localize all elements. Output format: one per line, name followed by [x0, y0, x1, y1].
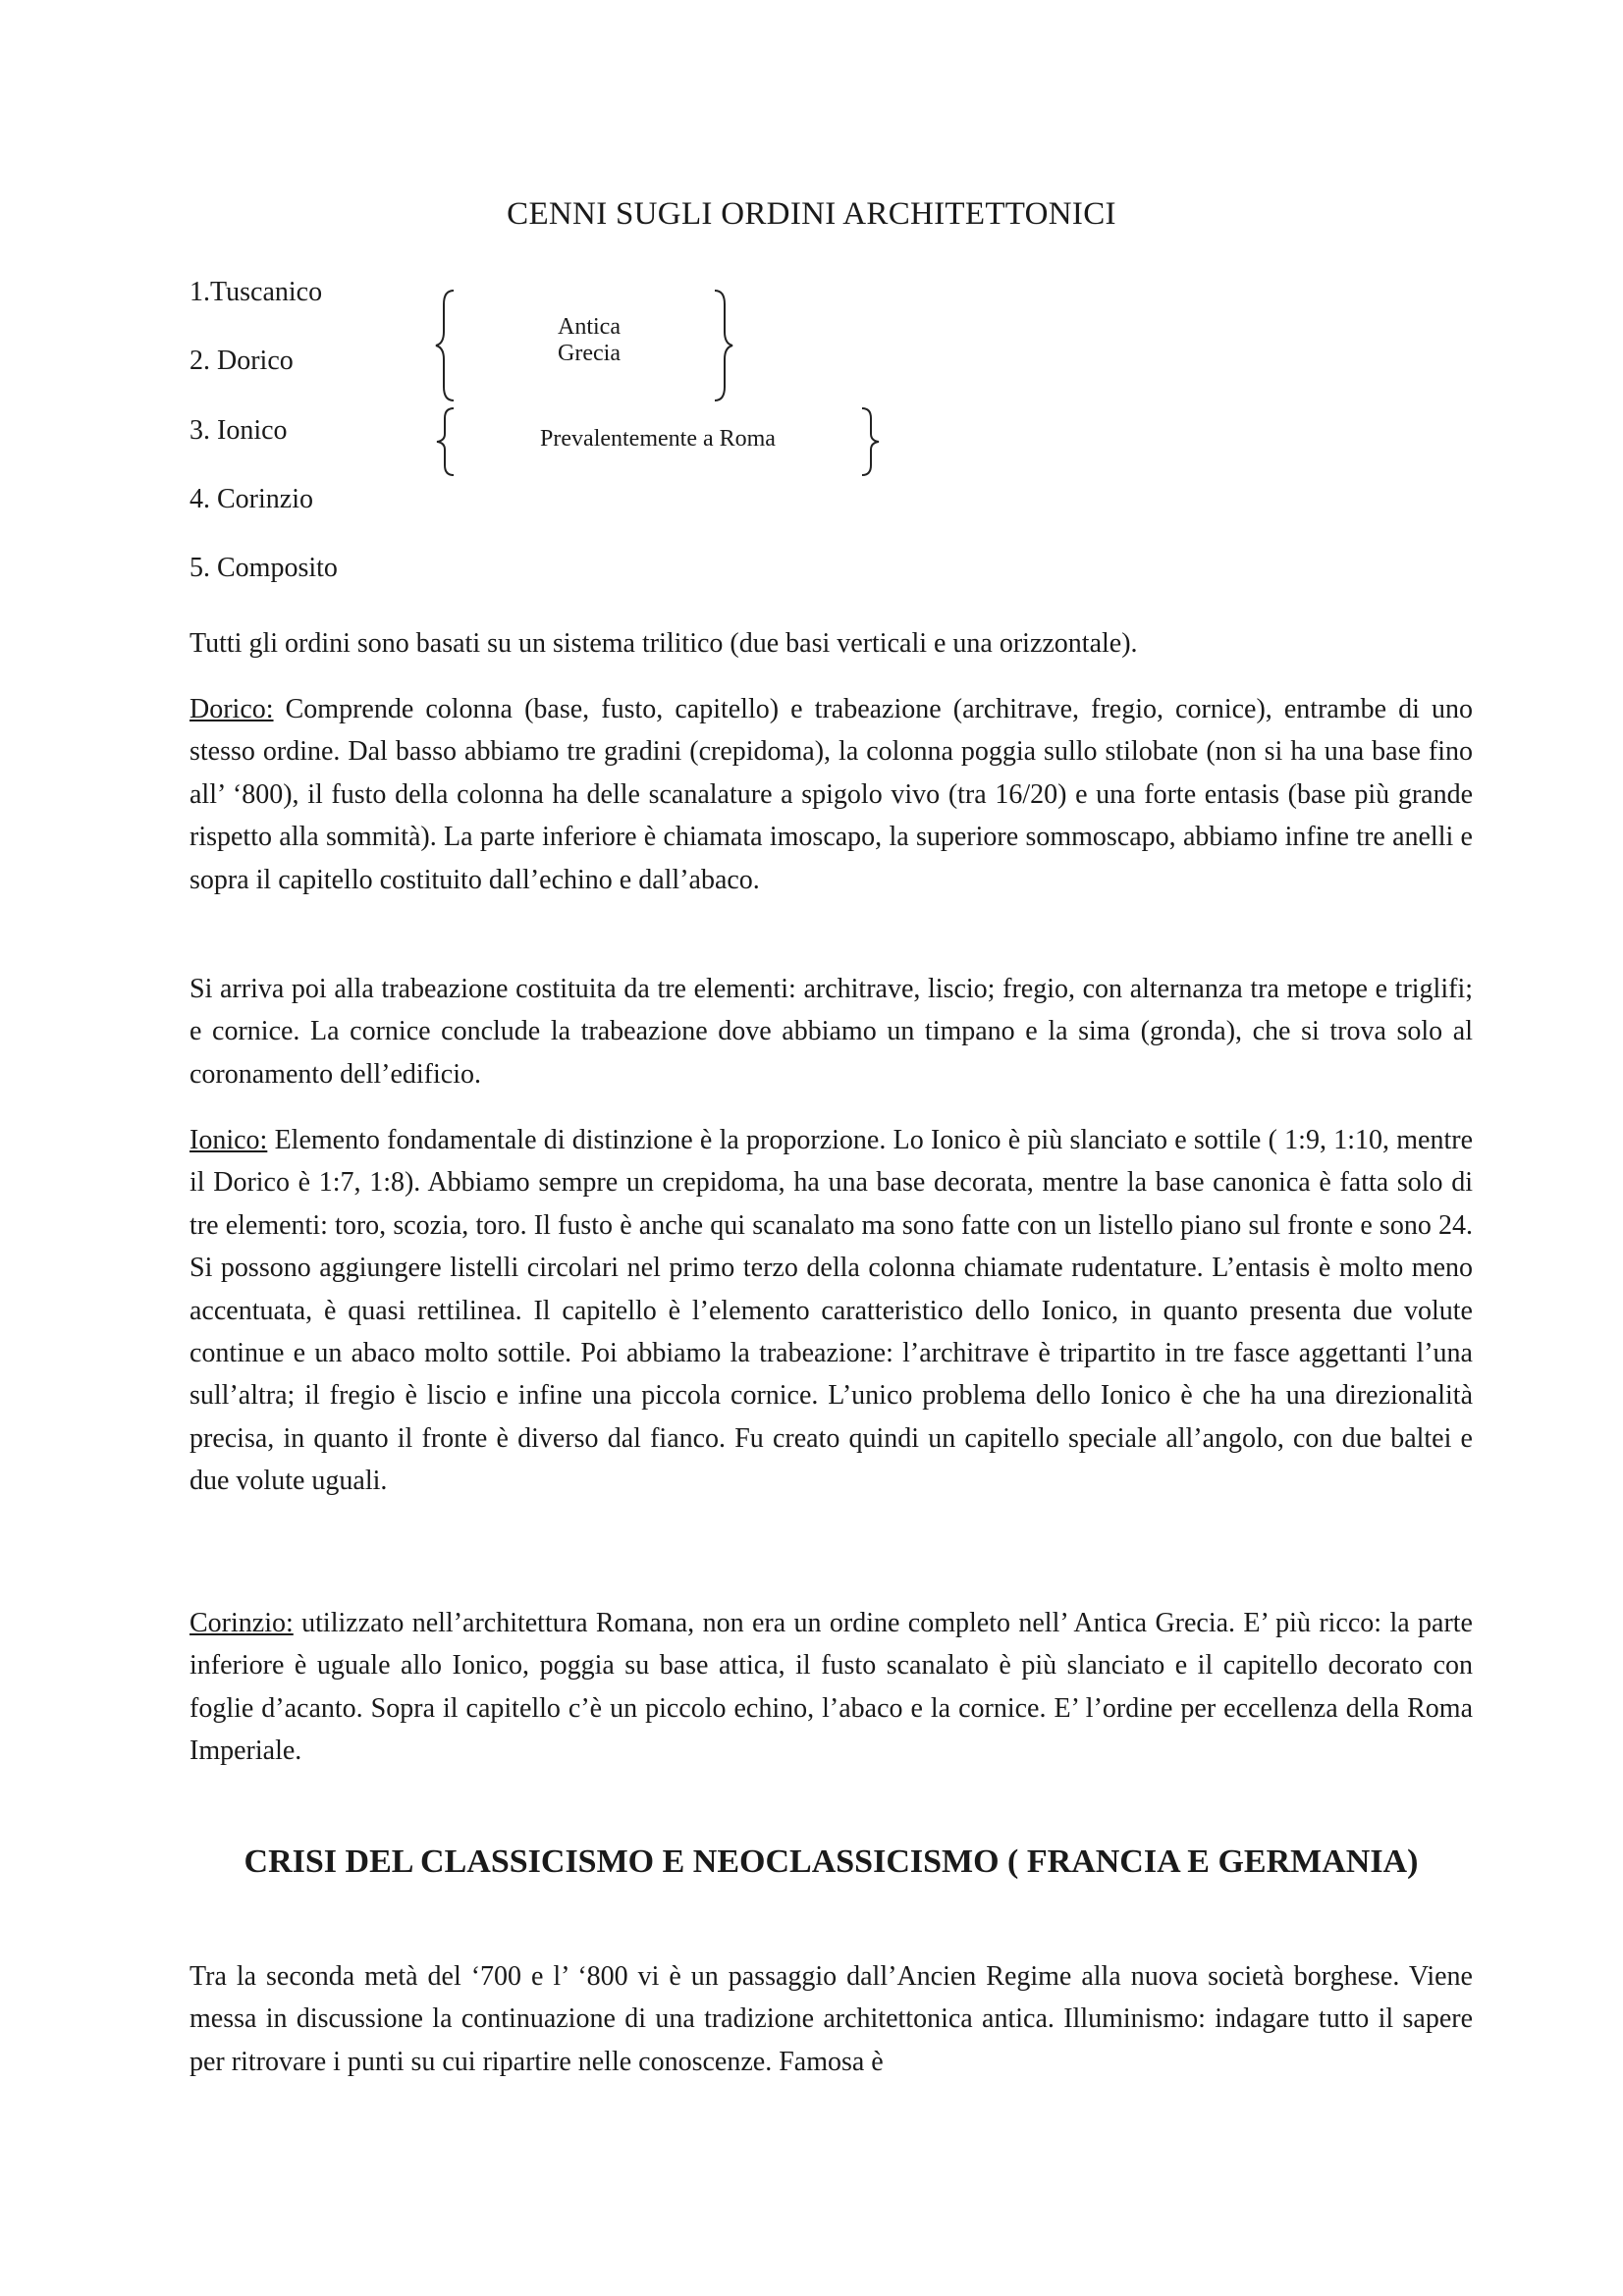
section-title-ordini: CENNI SUGLI ORDINI ARCHITETTONICI — [507, 196, 1116, 232]
label-corinzio: Corinzio: — [189, 1608, 294, 1638]
order-item-composito: 5. Composito — [189, 553, 338, 583]
order-item-ionico: 3. Ionico — [189, 415, 288, 446]
order-item-corinzio: 4. Corinzio — [189, 484, 313, 514]
brace-label-antica-line1: Antica — [558, 314, 621, 340]
text-dorico: Comprende colonna (base, fusto, capitello) e trabeazione (architrave, fregio, cornice), entrambe di uno stesso ordine. Dal basso abbiamo tre gradini (crepidoma), la colonna poggia sullo stilobate (non si ha una base fino all’ ‘800), il fusto della colonna ha delle scanalature a spigolo vivo (tra 16/20) e una forte entasis (base più grande rispetto alla sommità). La parte inferiore è chiamata imoscapo, la superiore sommoscapo, abbiamo infine tre anelli e sopra il capitello costituito dall’echino e dall’abaco. — [189, 694, 1473, 895]
order-item-dorico: 2. Dorico — [189, 346, 294, 376]
right-brace-roma — [856, 404, 886, 479]
text-ionico: Elemento fondamentale di distinzione è la proporzione. Lo Ionico è più slanciato e sottile ( 1:9, 1:10, mentre il Dorico è 1:7, 1:8). Abbiamo sempre un crepidoma, ha una base decorata, mentre la base canonica è fatta solo di tre elementi: toro, scozia, toro. Il fusto è anche qui scanalato ma sono fatte con un listello piano sul fronte e sono 24. Si possono aggiungere listelli circolari nel primo terzo della colonna chiamate rudentature. L’entasis è molto meno accentuata, è quasi rettilinea. Il capitello è l’elemento caratteristico dello Ionico, in quanto presenta due volute continue e un abaco molto sottile. Poi abbiamo la trabeazione: l’architrave è tripartito in tre fasce aggettanti l’una sull’altra; il fregio è liscio e infine una piccola cornice. L’unico problema dello Ionico è che ha una direzionalità precisa, in quanto il fronte è diverso dal fianco. Fu creato quindi un capitello speciale all’angolo, con due baltei e due volute uguali. — [189, 1125, 1473, 1497]
paragraph-crisi: Tra la seconda metà del ‘700 e l’ ‘800 vi è un passaggio dall’Ancien Regime alla nuova società borghese. Viene messa in discussione la continuazione di una tradizione architettonica antica. Illuminismo: indagare tutto il sapere per ritrovare i punti su cui ripartire nelle conoscenze. Famosa è — [189, 1961, 1473, 2077]
paragraph-ionico — [189, 1119, 1473, 1503]
label-dorico: Dorico: — [189, 694, 274, 724]
left-brace-roma — [432, 404, 461, 479]
brace-label-roma: Prevalentemente a Roma — [540, 426, 776, 452]
brace-label-antica — [511, 314, 668, 367]
right-brace-antica — [709, 287, 738, 404]
intro-paragraph: Tutti gli ordini sono basati su un sistema trilitico (due basi verticali e una orizzontale). — [189, 628, 1138, 659]
label-ionico: Ionico: — [189, 1125, 268, 1155]
section-title-crisi: CRISI DEL CLASSICISMO E NEOCLASSICISMO ( FRANCIA E GERMANIA) — [243, 1843, 1419, 1880]
left-brace-antica — [432, 287, 461, 404]
brace-label-antica-line2: Grecia — [558, 341, 621, 366]
paragraph-corinzio — [189, 1602, 1473, 1773]
order-item-tuscanico: 1.Tuscanico — [189, 277, 323, 307]
text-corinzio: utilizzato nell’architettura Romana, non era un ordine completo nell’ Antica Grecia. E’ più ricco: la parte inferiore è uguale allo Ionico, poggia su base attica, il fusto scanalato è più slanciato e il capitello decorato con foglie d’acanto. Sopra il capitello c’è un piccolo echino, l’abaco e la cornice. E’ l’ordine per eccellenza della Roma Imperiale. — [189, 1608, 1473, 1767]
paragraph-trabeazione: Si arriva poi alla trabeazione costituita da tre elementi: architrave, liscio; fregio, con alternanza tra metope e triglifi; e cornice. La cornice conclude la trabeazione dove abbiamo un timpano e la sima (gronda), che si trova solo al coronamento dell’edificio. — [189, 974, 1473, 1090]
paragraph-dorico — [189, 688, 1473, 901]
